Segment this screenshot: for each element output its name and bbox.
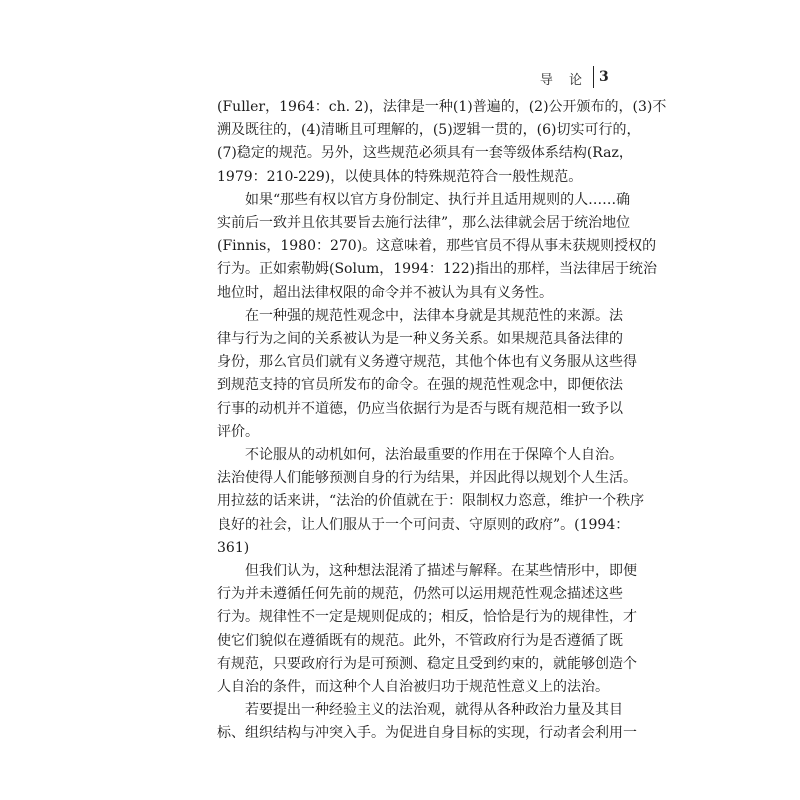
text-line: 行为。正如索勒姆(Solum，1994：122)指出的那样，当法律居于统治 xyxy=(217,261,658,278)
header-divider xyxy=(593,66,594,88)
text-line: 评价。 xyxy=(217,423,259,440)
text-line: 地位时，超出法律权限的命令并不被认为具有义务性。 xyxy=(217,284,553,301)
text-line: 人自治的条件，而这种个人自治被归功于规范性意义上的法治。 xyxy=(217,679,609,696)
text-line: 如果“那些有权以官方身份制定、执行并且适用规则的人……确 xyxy=(245,191,631,208)
running-head-title: 导 论 xyxy=(539,73,588,88)
paragraph xyxy=(217,560,637,699)
text-line: 良好的社会，让人们服从于一个可问责、守原则的政府”。(1994： xyxy=(217,516,630,533)
text-line: 有规范，只要政府行为是可预测、稳定且受到约束的，就能够创造个 xyxy=(217,655,637,672)
text-line: 身份，那么官员们就有义务遵守规范，其他个体也有义务服从这些得 xyxy=(217,354,637,371)
text-line: 用拉兹的话来讲，“法治的价值就在于：限制权力恣意，维护一个秩序 xyxy=(217,493,645,510)
paragraph xyxy=(217,699,637,745)
text-line: 行为。规律性不一定是规则促成的；相反，恰恰是行为的规律性，才 xyxy=(217,609,637,626)
text-line: 不论服从的动机如何，法治最重要的作用在于保障个人自治。 xyxy=(245,447,623,464)
text-line: 361) xyxy=(217,539,250,556)
text-line: 但我们认为，这种想法混淆了描述与解释。在某些情形中，即便 xyxy=(245,563,637,580)
page-number: 3 xyxy=(599,69,609,85)
text-line: 实前后一致并且依其要旨去施行法律”，那么法律就会居于统治地位 xyxy=(217,215,631,232)
text-line: (Finnis，1980：270)。这意味着，那些官员不得从事未获规则授权的 xyxy=(217,238,657,255)
text-line: 到规范支持的官员所发布的命令。在强的规范性观念中，即便依法 xyxy=(217,377,623,394)
body-text xyxy=(217,96,667,746)
paragraph xyxy=(217,189,658,305)
text-line: 若要提出一种经验主义的法治观，就得从各种政治力量及其目 xyxy=(245,702,623,719)
text-line: 溯及既往的，(4)清晰且可理解的，(5)逻辑一贯的，(6)切实可行的， xyxy=(217,122,641,139)
text-line: 律与行为之间的关系被认为是一种义务关系。如果规范具备法律的 xyxy=(217,331,623,348)
text-line: 使它们貌似在遵循既有的规范。此外，不管政府行为是否遵循了既 xyxy=(217,632,623,649)
paragraph xyxy=(217,305,637,444)
text-line: 行为并未遵循任何先前的规范，仍然可以运用规范性观念描述这些 xyxy=(217,586,623,603)
text-line: (7)稳定的规范。另外，这些规范必须具有一套等级体系结构(Raz， xyxy=(217,145,633,162)
text-line: (Fuller，1964：ch. 2)，法律是一种(1)普遍的，(2)公开颁布的，(3)不 xyxy=(217,99,667,115)
text-line: 标、组织结构与冲突入手。为促进自身目标的实现，行动者会利用一 xyxy=(217,725,637,742)
text-line: 法治使得人们能够预测自身的行为结果，并因此得以规划个人生活。 xyxy=(217,470,637,487)
paragraph xyxy=(217,444,645,560)
text-line: 行事的动机并不道德，仍应当依据行为是否与既有规范相一致予以 xyxy=(217,400,623,417)
paragraph xyxy=(217,96,667,189)
text-line: 在一种强的规范性观念中，法律本身就是其规范性的来源。法 xyxy=(245,307,623,324)
text-line: 1979：210-229)，以使具体的特殊规范符合一般性规范。 xyxy=(217,168,583,185)
